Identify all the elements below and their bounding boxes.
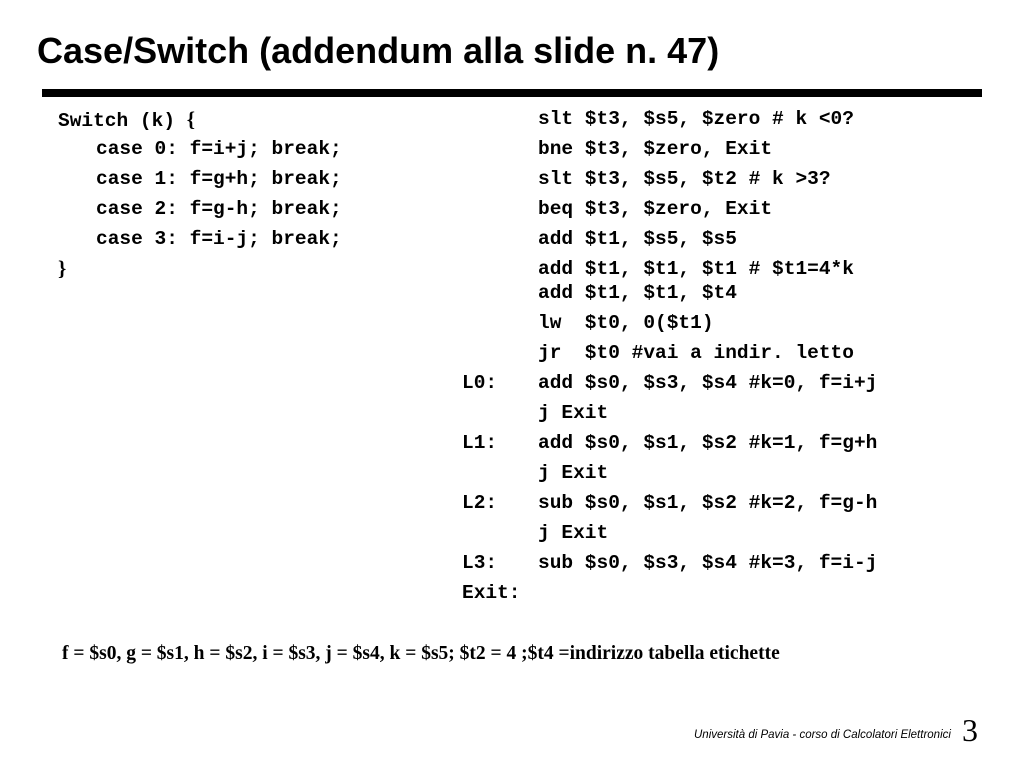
asm-instr-0: slt $t3, $s5, $zero # k <0? xyxy=(538,108,854,130)
open-brace: { xyxy=(186,107,196,131)
asm-label-l1: L1: xyxy=(462,432,498,454)
asm-label-l0: L0: xyxy=(462,372,498,394)
asm-instr-7: lw $t0, 0($t1) xyxy=(538,312,714,334)
c-case-3: case 3: f=i-j; break; xyxy=(96,228,342,250)
asm-label-exit: Exit: xyxy=(462,582,521,604)
asm-instr-4: add $t1, $s5, $s5 xyxy=(538,228,737,250)
footer-institution: Università di Pavia - corso di Calcolatori Elettronici xyxy=(694,729,951,741)
asm-label-l2: L2: xyxy=(462,492,498,514)
page-number: 3 xyxy=(962,712,978,748)
asm-instr-14: j Exit xyxy=(538,522,609,544)
asm-instr-13: sub $s0, $s1, $s2 #k=2, f=g-h xyxy=(538,492,878,514)
asm-instr-9: add $s0, $s3, $s4 #k=0, f=i+j xyxy=(538,372,878,394)
asm-instr-3: beq $t3, $zero, Exit xyxy=(538,198,773,220)
asm-instr-2: slt $t3, $s5, $t2 # k >3? xyxy=(538,168,831,190)
asm-instr-5: add $t1, $t1, $t1 # $t1=4*k xyxy=(538,258,854,280)
slide-title: Case/Switch (addendum alla slide n. 47) xyxy=(37,30,720,71)
asm-instr-11: add $s0, $s1, $s2 #k=1, f=g+h xyxy=(538,432,878,454)
asm-label-l3: L3: xyxy=(462,552,498,574)
asm-instr-15: sub $s0, $s3, $s4 #k=3, f=i-j xyxy=(538,552,878,574)
title-rule xyxy=(42,89,982,97)
asm-instr-10: j Exit xyxy=(538,402,609,424)
asm-instr-12: j Exit xyxy=(538,462,609,484)
c-case-2: case 2: f=g-h; break; xyxy=(96,198,342,220)
c-switch-head xyxy=(58,107,195,133)
register-legend: f = $s0, g = $s1, h = $s2, i = $s3, j = $s4, k = $s5; $t2 = 4 ;$t4 =indirizzo tabella etichette xyxy=(62,643,780,664)
asm-instr-8: jr $t0 #vai a indir. letto xyxy=(538,342,854,364)
switch-keyword-line: Switch (k) xyxy=(58,110,187,132)
asm-instr-6: add $t1, $t1, $t4 xyxy=(538,282,737,304)
close-brace: } xyxy=(58,256,67,280)
c-case-1: case 1: f=g+h; break; xyxy=(96,168,342,190)
asm-instr-1: bne $t3, $zero, Exit xyxy=(538,138,773,160)
c-case-0: case 0: f=i+j; break; xyxy=(96,138,342,160)
